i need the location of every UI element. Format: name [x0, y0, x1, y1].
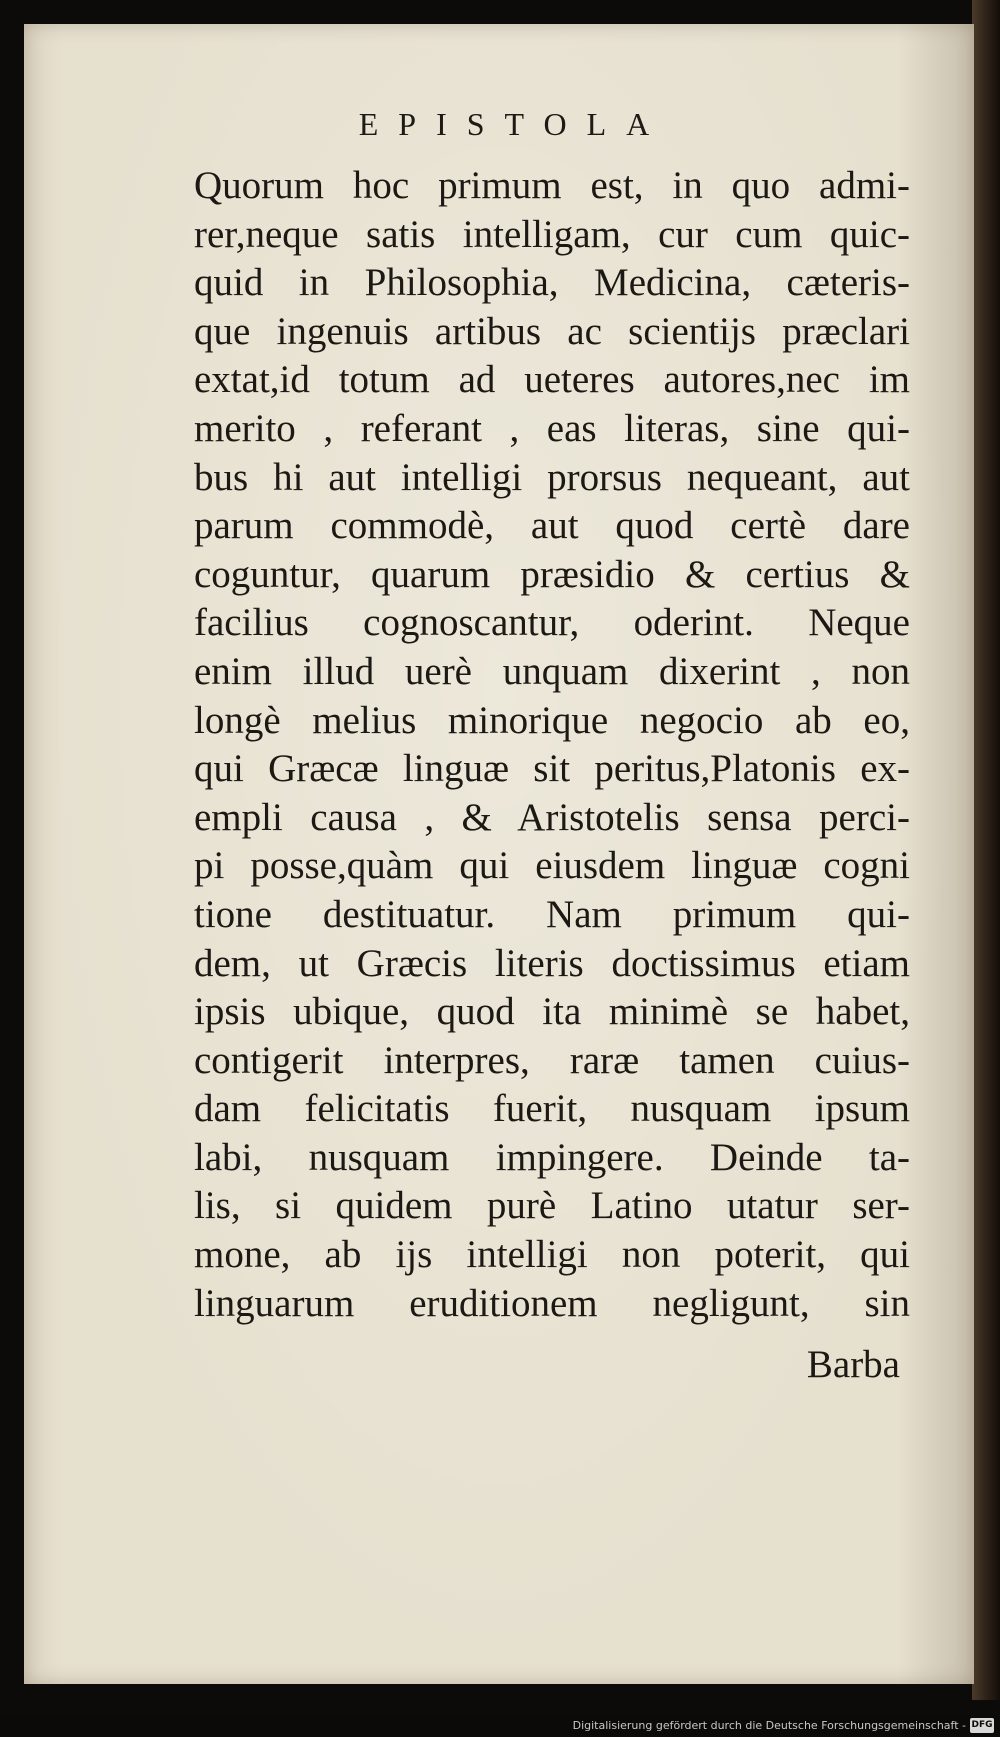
text-line: bus hi aut intelligi prorsus nequeant, aut — [194, 455, 910, 499]
text-line: labi, nusquam impingere. Deinde ta- — [194, 1135, 910, 1179]
text-line: merito , referant , eas literas, sine qui- — [194, 406, 910, 450]
text-line: ipsis ubique, quod ita minimè se habet, — [194, 990, 910, 1034]
running-head: EPISTOLA — [358, 106, 670, 142]
body-text — [194, 162, 910, 1328]
funding-credit: Digitalisierung gefördert durch die Deutsche Forschungsgemeinschaft - — [572, 1719, 966, 1732]
text-line: dam felicitatis fuerit, nusquam ipsum — [194, 1087, 910, 1131]
text-line: parum commodè, aut quod certè dare — [194, 504, 910, 548]
text-line: enim illud uerè unquam dixerint , non — [194, 649, 910, 693]
text-line: que ingenuis artibus ac scientijs præclari — [194, 309, 910, 353]
text-line: pi posse,quàm qui eiusdem linguæ cogni — [194, 844, 910, 888]
text-line: quid in Philosophia, Medicina, cæteris- — [194, 261, 910, 305]
dfg-logo: DFG — [970, 1718, 994, 1733]
catchword: Barba — [806, 1343, 900, 1386]
text-line: lis, si quidem purè Latino utatur ser- — [194, 1184, 910, 1228]
text-line: coguntur, quarum præsidio & certius & — [194, 552, 910, 596]
text-line: linguarum eruditionem negligunt, sin — [194, 1281, 910, 1325]
text-line: mone, ab ijs intelligi non poterit, qui — [194, 1233, 910, 1277]
text-line: contigerit interpres, raræ tamen cuius- — [194, 1038, 910, 1082]
text-line: dem, ut Græcis literis doctissimus etiam — [194, 941, 910, 985]
text-line: qui Græcæ linguæ sit peritus,Platonis ex- — [194, 747, 910, 791]
text-line: Quorum hoc primum est, in quo admi- — [194, 164, 910, 207]
text-line: rer,neque satis intelligam, cur cum quic- — [194, 212, 910, 256]
text-line: facilius cognoscantur, oderint. Neque — [194, 601, 910, 645]
text-line: empli causa , & Aristotelis sensa perci- — [194, 795, 910, 839]
text-line: extat,id totum ad ueteres autores,nec im — [194, 358, 910, 402]
book-spine-edge — [972, 0, 1000, 1700]
text-line: tione destituatur. Nam primum qui- — [194, 892, 910, 936]
text-line: longè melius minorique negocio ab eo, — [194, 698, 910, 742]
